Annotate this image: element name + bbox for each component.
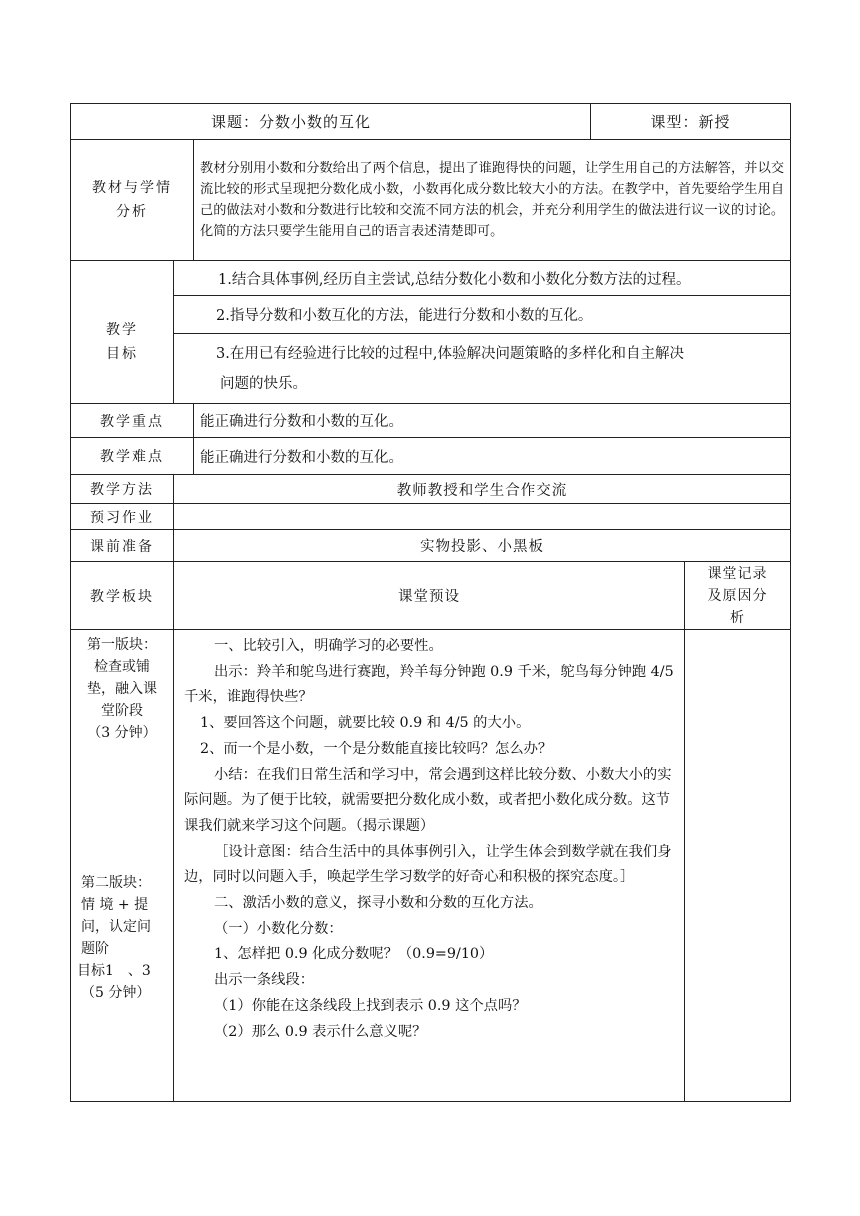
key-point-row — [71, 404, 791, 438]
record-column — [685, 630, 791, 1102]
goal-3 — [174, 334, 791, 404]
content-paragraph: 2、而一个是小数，一个是分数能直接比较吗？怎么办？ — [200, 740, 553, 757]
col-record-line1: 课堂记录 — [707, 565, 768, 582]
goals-label-line1: 教学 — [106, 322, 138, 338]
section-2-line: 题阶 — [81, 941, 109, 957]
section-column — [71, 630, 174, 1102]
goal-1: 1.结合具体事例,经历自主尝试,总结分数化小数和小数化分数方法的过程。 — [174, 261, 791, 296]
column-header-row — [71, 562, 791, 630]
content-paragraph: 小结：在我们日常生活和学习中，常会遇到这样比较分数、小数大小的实际问题。为了便于比较，就需要把分数化成小数，或者把小数化成分数。这节课我们就来学习这个问题。（揭示课题） — [184, 766, 672, 834]
content-paragraph: （2）那么 0.9 表示什么意义呢？ — [214, 1023, 427, 1040]
topic-cell: 课题：分数小数的互化 — [71, 104, 591, 140]
section-1-line: 堂阶段 — [101, 703, 143, 719]
difficulty-text: 能正确进行分数和小数的互化。 — [194, 438, 791, 475]
content-paragraph: （一）小数化分数： — [214, 920, 343, 937]
lesson-plan-table — [70, 103, 791, 1102]
col-block-header: 教学板块 — [71, 562, 174, 630]
section-2-line: 第二版块： — [81, 875, 151, 891]
col-record-line2: 及原因分 — [707, 587, 768, 604]
section-2-line: （5 分钟） — [81, 985, 151, 1001]
section-1-line: （3 分钟） — [87, 725, 157, 741]
method-text: 教师教授和学生合作交流 — [174, 475, 791, 504]
lesson-plan-page — [70, 103, 790, 1102]
section-1 — [73, 634, 171, 744]
content-paragraph: 一、比较引入，明确学习的必要性。 — [214, 638, 443, 654]
key-point-text: 能正确进行分数和小数的互化。 — [194, 404, 791, 438]
section-2-line: 情 境 + 提 — [81, 897, 149, 913]
goal-3-line2: 问题的快乐。 — [220, 375, 307, 392]
analysis-row — [71, 140, 791, 261]
content-paragraph: （1）你能在这条线段上找到表示 0.9 这个点吗？ — [214, 997, 527, 1014]
preview-label: 预习作业 — [71, 504, 174, 530]
preview-row — [71, 504, 791, 530]
lesson-type-cell: 课型：新授 — [591, 104, 791, 140]
preview-text — [174, 504, 791, 530]
goals-label — [71, 261, 174, 404]
method-row — [71, 475, 791, 504]
analysis-label-line2: 分析 — [116, 204, 148, 220]
content-row — [71, 630, 791, 1102]
difficulty-row — [71, 438, 791, 475]
section-2-line: 目标1 、3 — [77, 963, 151, 979]
col-record-line3: 析 — [730, 609, 746, 626]
goal-row-1 — [71, 261, 791, 296]
section-2-line: 问，认定问 — [81, 919, 151, 935]
key-point-label: 教学重点 — [71, 404, 194, 438]
section-1-line: 第一版块： — [87, 637, 157, 653]
content-paragraph: 出示：羚羊和鸵鸟进行赛跑，羚羊每分钟跑 0.9 千米，鸵鸟每分钟跑 4/5 千米，谁跑得快些？ — [184, 663, 674, 706]
content-paragraph: 1、要回答这个问题，就要比较 0.9 和 4/5 的大小。 — [200, 715, 531, 732]
content-paragraph: 二、激活小数的意义，探寻小数和分数的互化方法。 — [214, 895, 543, 912]
analysis-text: 教材分别用小数和分数给出了两个信息，提出了谁跑得快的问题，让学生用自己的方法解答，并以交流比较的形式呈现把分数化成小数，小数再化成分数比较大小的方法。在教学中，首先要给学生用自己的做法对小数和分数进行比较和交流不同方法的机会，并充分利用学生的做法进行议一议的讨论。化简的方法只要学生能用自己的语言表述清楚即可。 — [194, 140, 791, 261]
content-paragraph: ［设计意图：结合生活中的具体事例引入，让学生体会到数学就在我们身边，同时以问题入手，唤起学生学习数学的好奇心和积极的探究态度。］ — [184, 843, 672, 886]
preparation-row — [71, 530, 791, 562]
analysis-label-line1: 教材与学情 — [92, 180, 172, 196]
content-paragraph: 出示一条线段： — [214, 972, 315, 989]
preparation-text: 实物投影、小黑板 — [174, 530, 791, 562]
section-2 — [73, 872, 171, 1004]
goal-row-3 — [71, 334, 791, 404]
method-label: 教学方法 — [71, 475, 174, 504]
goal-3-line1: 3.在用已有经验进行比较的过程中,体验解决问题策略的多样化和自主解决 — [216, 345, 684, 362]
col-record-header — [685, 562, 791, 630]
header-row — [71, 104, 791, 140]
analysis-label — [71, 140, 194, 261]
goal-2: 2.指导分数和小数互化的方法，能进行分数和小数的互化。 — [174, 296, 791, 334]
difficulty-label: 教学难点 — [71, 438, 194, 475]
col-design-header: 课堂预设 — [174, 562, 685, 630]
content-paragraph: 1、怎样把 0.9 化成分数呢？（0.9=9/10） — [214, 946, 494, 963]
goal-row-2 — [71, 296, 791, 334]
section-1-line: 垫，融入课 — [87, 681, 157, 697]
goals-label-line2: 目标 — [106, 346, 138, 362]
lesson-content — [174, 630, 685, 1102]
preparation-label: 课前准备 — [71, 530, 174, 562]
section-1-line: 检查或铺 — [94, 659, 150, 675]
